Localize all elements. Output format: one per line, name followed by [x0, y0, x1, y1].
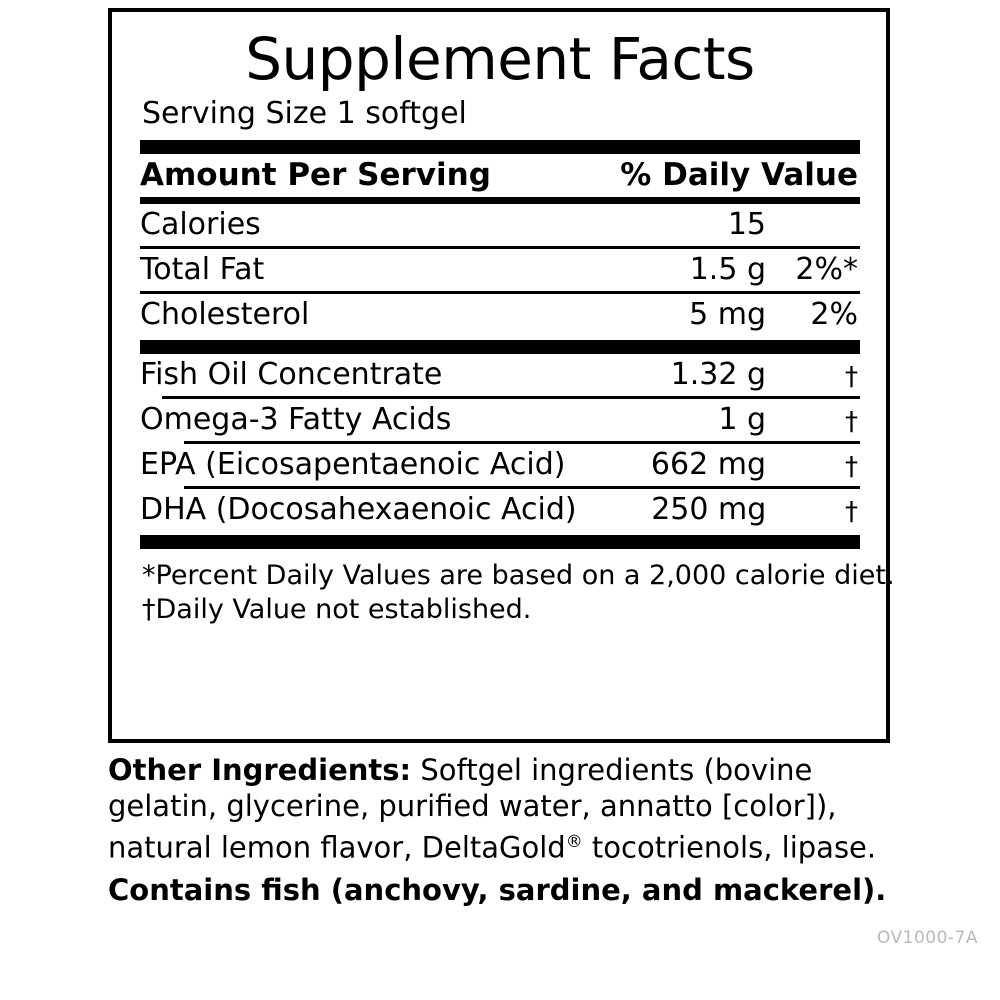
supplement-facts-inner: [140, 25, 895, 627]
row-label-calories: Calories: [140, 207, 261, 242]
other-ingredients-heading: Other Ingredients:: [108, 753, 412, 787]
row-label-fish-oil-concentrate: Fish Oil Concentrate: [140, 357, 443, 392]
row-dv-total-fat: 2%*: [795, 252, 858, 287]
nutrition-rows-group-3: [140, 294, 860, 336]
row-label-total-fat: Total Fat: [140, 252, 265, 287]
row-amount-omega-3-fatty-acids: 1 g: [718, 402, 766, 437]
row-amount-fish-oil-concentrate: 1.32 g: [670, 357, 766, 392]
row-dv-cholesterol: 2%: [810, 297, 858, 332]
column-header-daily-value: % Daily Value: [620, 157, 858, 193]
other-ingredients-text: Softgel ingredients (bovine gelatin, glycerine, purified water, annatto [color]), natural lemon flavor, DeltaGold: [108, 753, 837, 865]
row-label-omega-3-fatty-acids: Omega-3 Fatty Acids: [140, 402, 452, 437]
table-row: [140, 399, 860, 441]
nutrition-table: [140, 154, 860, 197]
row-amount-epa: 662 mg: [650, 447, 766, 482]
divider-thick-top: [140, 140, 860, 154]
row-label-dha: DHA (Docosahexaenoic Acid): [140, 492, 577, 527]
table-row: [140, 204, 860, 246]
row-dv-calories: [766, 204, 860, 246]
row-label-cholesterol: Cholesterol: [140, 297, 310, 332]
nutrition-rows-group-1: [140, 204, 860, 246]
footnotes: [140, 559, 895, 627]
table-row: [140, 294, 860, 336]
column-header-spacer: [491, 154, 620, 197]
row-amount-dha: 250 mg: [651, 492, 767, 527]
nutrition-rows-group-2: [140, 249, 860, 291]
row-label-epa: EPA (Eicosapentaenoic Acid): [140, 447, 566, 482]
row-dv-omega-3-fatty-acids: †: [845, 407, 858, 437]
nutrition-rows-group-7: [140, 489, 860, 531]
divider-thick-bottom: [140, 535, 860, 549]
divider-under-header: [140, 197, 860, 204]
nutrition-rows-group-5: [140, 399, 860, 441]
other-ingredients: [108, 752, 898, 866]
allergen-statement: Contains fish (anchovy, sardine, and mackerel).: [108, 872, 887, 907]
supplement-facts-panel: [108, 8, 895, 743]
footnote-percent-daily-value: *Percent Daily Values are based on a 2,000 calorie diet.: [142, 560, 895, 591]
table-row: [140, 489, 860, 531]
footnote-daily-value-not-established: †Daily Value not established.: [142, 594, 532, 625]
row-dv-epa: †: [845, 452, 858, 482]
column-header-amount-per-serving: Amount Per Serving: [140, 157, 491, 193]
nutrition-rows-group-4: [140, 354, 860, 396]
nutrition-rows-group-6: [140, 444, 860, 486]
row-amount-calories: 15: [727, 207, 766, 242]
row-amount-total-fat: 1.5 g: [689, 252, 766, 287]
table-row: [140, 444, 860, 486]
table-row: [140, 249, 860, 291]
divider-thick-middle: [140, 340, 860, 354]
below-panel-text: [108, 752, 898, 908]
other-ingredients-text-end: tocotrienols, lipase.: [582, 830, 877, 865]
page-title: Supplement Facts: [245, 25, 755, 93]
registered-trademark-icon: ®: [565, 832, 583, 852]
serving-size: Serving Size 1 softgel: [142, 96, 467, 131]
row-dv-dha: †: [845, 497, 858, 527]
product-code: OV1000-7A: [876, 928, 978, 948]
table-row: [140, 354, 860, 396]
row-dv-fish-oil-concentrate: †: [845, 362, 858, 392]
row-amount-cholesterol: 5 mg: [689, 297, 766, 332]
table-header-row: [140, 154, 860, 197]
